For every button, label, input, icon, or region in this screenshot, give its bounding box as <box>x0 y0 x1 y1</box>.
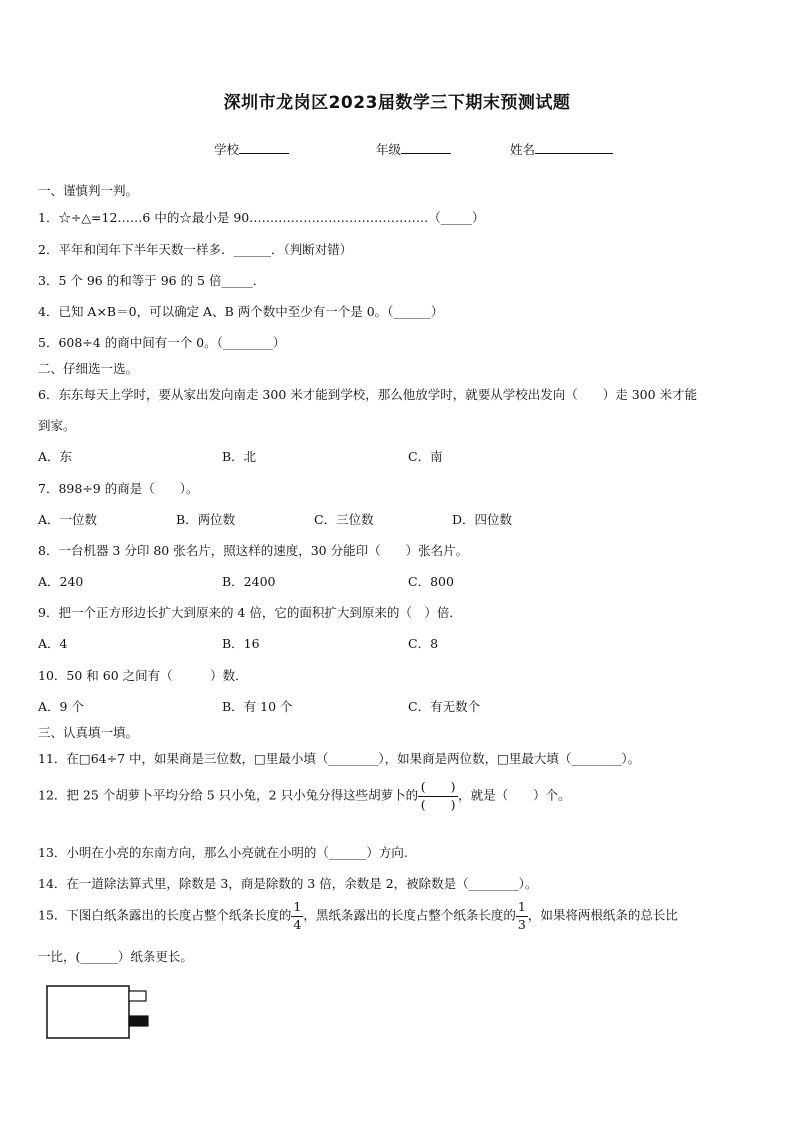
question-8: 8．一台机器 3 分印 80 张名片，照这样的速度，30 分能印（ ）张名片。 <box>38 543 469 558</box>
envelope-box <box>47 986 129 1038</box>
q7-option-a[interactable]: A．一位数 <box>38 512 98 527</box>
question-13: 13．小明在小亮的东南方向，那么小亮就在小明的（______）方向. <box>38 845 408 860</box>
q12-denominator-blank[interactable]: ( ) <box>420 796 456 812</box>
q9-option-b[interactable]: B．16 <box>222 636 260 651</box>
paper-strips-diagram <box>46 985 156 1041</box>
question-7: 7．898÷9 的商是（ ）。 <box>38 481 199 496</box>
question-15-line-2: 一比，(______）纸条更长。 <box>38 949 193 964</box>
school-blank[interactable] <box>239 141 289 154</box>
page-title: 深圳市龙岗区2023届数学三下期末预测试题 <box>223 93 571 113</box>
question-6-line-2: 到家。 <box>38 418 76 433</box>
question-12 <box>38 781 571 811</box>
q6-option-a[interactable]: A．东 <box>38 449 73 464</box>
q15-fraction-black-denominator: 3 <box>517 916 526 932</box>
grade-blank[interactable] <box>401 141 451 154</box>
q15-text-a: 15．下图白纸条露出的长度占整个纸条长度的 <box>38 907 292 923</box>
q8-option-a[interactable]: A．240 <box>38 574 84 589</box>
q8-option-b[interactable]: B．2400 <box>222 574 276 589</box>
grade-field <box>376 140 451 158</box>
q15-fraction-white <box>291 901 303 931</box>
q7-option-d[interactable]: D．四位数 <box>452 512 513 527</box>
q15-text-b: ，黑纸条露出的长度占整个纸条长度的 <box>303 907 516 923</box>
question-9: 9．把一个正方形边长扩大到原来的 4 倍，它的面积扩大到原来的（ ）倍． <box>38 605 462 620</box>
school-label: 学校 <box>214 142 240 157</box>
question-6-line-1: 6．东东每天上学时，要从家出发向南走 300 米才能到学校，那么他放学时，就要从学校出发向（ ）走 300 米才能 <box>38 387 698 402</box>
section-heading-3: 三、认真填一填。 <box>38 725 139 740</box>
q10-option-b[interactable]: B．有 10 个 <box>222 699 293 714</box>
q15-fraction-white-denominator: 4 <box>293 916 302 932</box>
question-14: 14．在一道除法算式里，除数是 3，商是除数的 3 倍，余数是 2，被除数是（________）。 <box>38 876 538 891</box>
white-strip <box>129 991 146 1001</box>
q7-option-b[interactable]: B．两位数 <box>176 512 236 527</box>
q9-option-a[interactable]: A．4 <box>38 636 68 651</box>
q15-fraction-black-numerator: 1 <box>516 901 528 917</box>
section-heading-1: 一、谨慎判一判。 <box>38 183 139 198</box>
name-field <box>510 140 613 158</box>
q8-option-c[interactable]: C．800 <box>408 574 454 589</box>
grade-label: 年级 <box>376 142 402 157</box>
name-blank[interactable] <box>535 141 613 154</box>
q15-fraction-white-numerator: 1 <box>291 901 303 917</box>
q15-text-c: ，如果将两根纸条的总长比 <box>527 907 678 923</box>
question-10: 10．50 和 60 之间有（ ）数． <box>38 668 248 683</box>
question-4: 4．已知 A×B＝0，可以确定 A、B 两个数中至少有一个是 0。（______） <box>38 304 444 319</box>
q12-text-after: ，就是（ ）个。 <box>458 787 571 803</box>
black-strip <box>129 1016 148 1026</box>
section-heading-2: 二、仔细选一选。 <box>38 361 139 376</box>
name-label: 姓名 <box>510 142 536 157</box>
question-5: 5．608÷4 的商中间有一个 0。（________） <box>38 335 286 350</box>
q6-option-c[interactable]: C．南 <box>408 449 443 464</box>
q6-option-b[interactable]: B．北 <box>222 449 257 464</box>
q15-fraction-black <box>516 901 528 931</box>
question-1: 1．☆÷△=12……6 中的☆最小是 90.……………………………………（_____） <box>38 210 485 225</box>
q10-option-a[interactable]: A．9 个 <box>38 699 84 714</box>
q12-numerator-blank[interactable]: ( ) <box>418 781 458 797</box>
q9-option-c[interactable]: C．8 <box>408 636 439 651</box>
question-15-line-1 <box>38 901 678 931</box>
question-3: 3．5 个 96 的和等于 96 的 5 倍_____． <box>38 273 266 288</box>
question-11: 11．在□64÷7 中，如果商是三位数，□里最小填（________），如果商是两位数，□里最大填（________）。 <box>38 751 641 766</box>
q7-option-c[interactable]: C．三位数 <box>314 512 374 527</box>
school-field <box>214 140 289 158</box>
q10-option-c[interactable]: C．有无数个 <box>408 699 481 714</box>
q12-fraction-blank[interactable] <box>418 781 458 811</box>
question-2: 2．平年和闰年下半年天数一样多．______．（判断对错） <box>38 242 353 257</box>
q12-text-before: 12．把 25 个胡萝卜平均分给 5 只小兔，2 只小兔分得这些胡萝卜的 <box>38 787 419 803</box>
